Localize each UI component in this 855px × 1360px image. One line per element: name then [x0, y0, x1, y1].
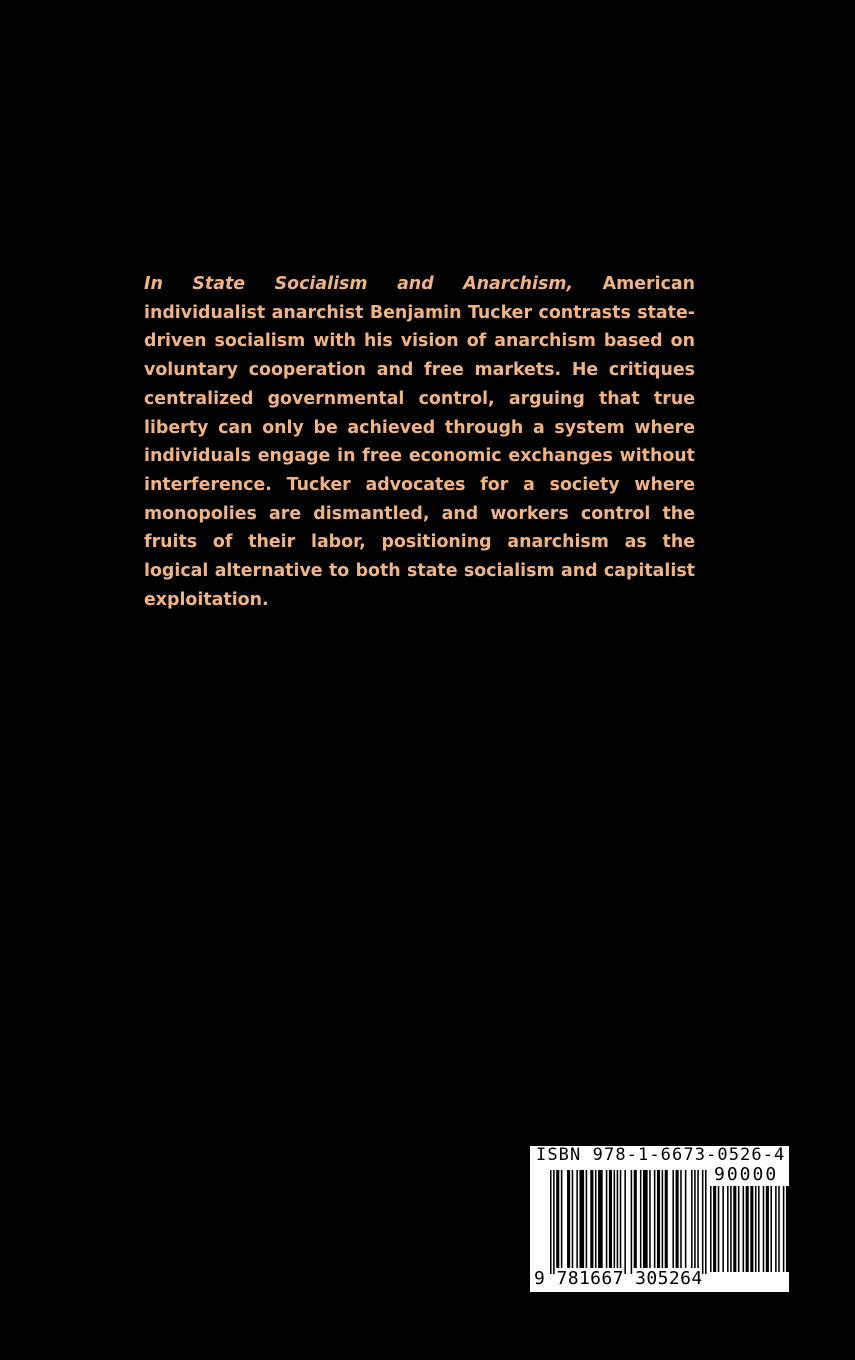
description-text: American individualist anarchist Benjamin Tucker contrasts state-driven socialism with his vision of anarchism based on voluntary cooperation and free markets. He critiques centralized governmental control, arguing that true liberty can only be achieved through a system where individuals engage in free economic exchanges without interference. Tucker advocates for a society where monopolies are dismantled, and workers control the fruits of their labor, positioning anarchism as the logical alternative to both state socialism and capitalist exploitation. — [144, 274, 695, 610]
barcode-bar — [691, 1170, 693, 1268]
barcode-bar — [643, 1170, 648, 1268]
ean-digits: 9 781667 305264 — [534, 1268, 703, 1289]
barcode-bar — [786, 1186, 789, 1272]
barcode-bar — [730, 1186, 732, 1272]
barcode-bar — [763, 1186, 765, 1272]
barcode-bar — [567, 1170, 570, 1268]
barcode-bar — [657, 1170, 660, 1268]
barcode-bar — [733, 1186, 736, 1272]
barcode-bar — [697, 1170, 699, 1268]
barcode-bar — [609, 1170, 612, 1268]
barcode-bar — [718, 1186, 720, 1272]
barcode-bar — [783, 1186, 785, 1272]
price-addon: 90000 — [714, 1164, 779, 1185]
barcode-bar — [654, 1170, 656, 1268]
barcode-bar — [710, 1186, 712, 1272]
barcode-bar — [770, 1186, 772, 1272]
barcode-bar — [631, 1170, 633, 1274]
book-title: In State Socialism and Anarchism, — [144, 274, 574, 294]
isbn-label: ISBN 978-1-6673-0526-4 — [536, 1145, 786, 1165]
barcode-bar — [738, 1186, 740, 1272]
barcode-bar — [694, 1170, 696, 1268]
barcode-bar — [743, 1186, 745, 1272]
barcode-bar — [758, 1186, 760, 1272]
barcode-bar — [595, 1170, 597, 1268]
barcode-bar — [685, 1170, 687, 1268]
barcode-bar — [590, 1170, 593, 1268]
barcode-bar — [702, 1170, 704, 1274]
barcode-bar — [750, 1186, 753, 1272]
barcode-bar — [550, 1170, 552, 1274]
barcode-bar — [579, 1170, 584, 1268]
barcode-bar — [665, 1170, 668, 1268]
barcode-bar — [617, 1170, 619, 1268]
barcode-bar — [775, 1186, 777, 1272]
barcode-bar — [676, 1170, 679, 1268]
barcode-bar — [722, 1186, 724, 1272]
barcode-bar — [586, 1170, 588, 1268]
barcode-bar — [576, 1170, 578, 1268]
barcode-bar — [727, 1186, 729, 1272]
barcode-bar — [561, 1170, 563, 1268]
barcode-bar — [624, 1170, 626, 1274]
barcode-bar — [755, 1186, 757, 1272]
barcode-bar — [598, 1170, 603, 1268]
barcode-bar — [778, 1186, 780, 1272]
barcode-bar — [556, 1170, 559, 1268]
barcode-bar — [634, 1170, 637, 1268]
barcode-bar — [640, 1170, 642, 1268]
barcode-bar — [614, 1170, 616, 1268]
barcode-bar — [705, 1170, 707, 1274]
barcode-bar — [620, 1170, 622, 1268]
barcode-bar — [553, 1170, 555, 1274]
barcode-bar — [649, 1170, 651, 1268]
book-description — [144, 270, 695, 614]
barcode-bar — [572, 1170, 574, 1268]
barcode-bar — [713, 1186, 716, 1272]
barcode-bar — [662, 1170, 664, 1268]
barcode-bar — [680, 1170, 682, 1268]
barcode-bar — [672, 1170, 674, 1268]
barcode-bar — [606, 1170, 608, 1268]
isbn-barcode — [530, 1146, 789, 1292]
barcode-bar — [746, 1186, 749, 1272]
barcode-bar — [766, 1186, 769, 1272]
